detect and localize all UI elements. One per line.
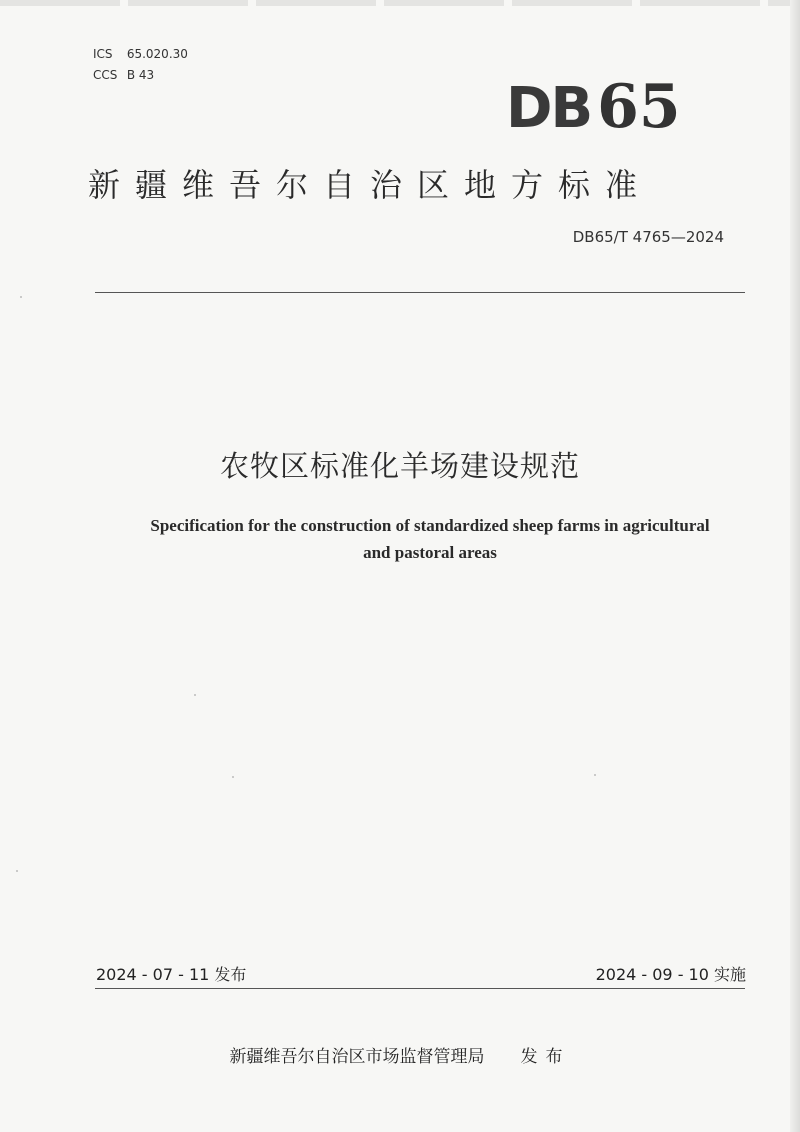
issuing-authority: [0, 1042, 800, 1067]
scan-speck: [594, 774, 596, 776]
footer-divider: [95, 988, 745, 989]
classification-codes: [93, 44, 188, 86]
english-title-line-2: and pastoral areas: [363, 543, 497, 562]
scan-speck: [20, 296, 22, 298]
organization-title: 新疆维吾尔自治区地方标准: [88, 166, 653, 204]
db65-logo: [506, 72, 681, 144]
standard-number: DB65/T 4765—2024: [572, 228, 724, 246]
publication-date: 2024 - 07 - 11 发布: [96, 965, 247, 984]
logo-number-text: 65: [597, 72, 681, 142]
logo-db-text: DB: [506, 76, 592, 141]
document-title-chinese: 农牧区标准化羊场建设规范: [219, 449, 580, 483]
scan-top-edge: [0, 0, 800, 6]
ics-value: 65.020.30: [126, 47, 188, 61]
scan-speck: [194, 694, 196, 696]
issuer-action: 发布: [520, 1047, 571, 1067]
implementation-date: 2024 - 09 - 10 实施: [595, 965, 746, 984]
issuer-name: 新疆维吾尔自治区市场监督管理局: [229, 1047, 485, 1067]
ccs-code-line: [93, 65, 188, 86]
scan-right-edge: [790, 0, 800, 1132]
ics-code-line: [93, 44, 188, 65]
document-title-english: [110, 512, 750, 566]
ics-label: ICS: [93, 47, 113, 61]
ccs-value: B 43: [126, 68, 155, 82]
english-title-line-1: Specification for the construction of standardized sheep farms in agricultural: [150, 516, 710, 535]
header-divider: [95, 292, 745, 293]
scan-speck: [232, 776, 234, 778]
ccs-label: CCS: [93, 68, 118, 82]
scan-speck: [16, 870, 18, 872]
